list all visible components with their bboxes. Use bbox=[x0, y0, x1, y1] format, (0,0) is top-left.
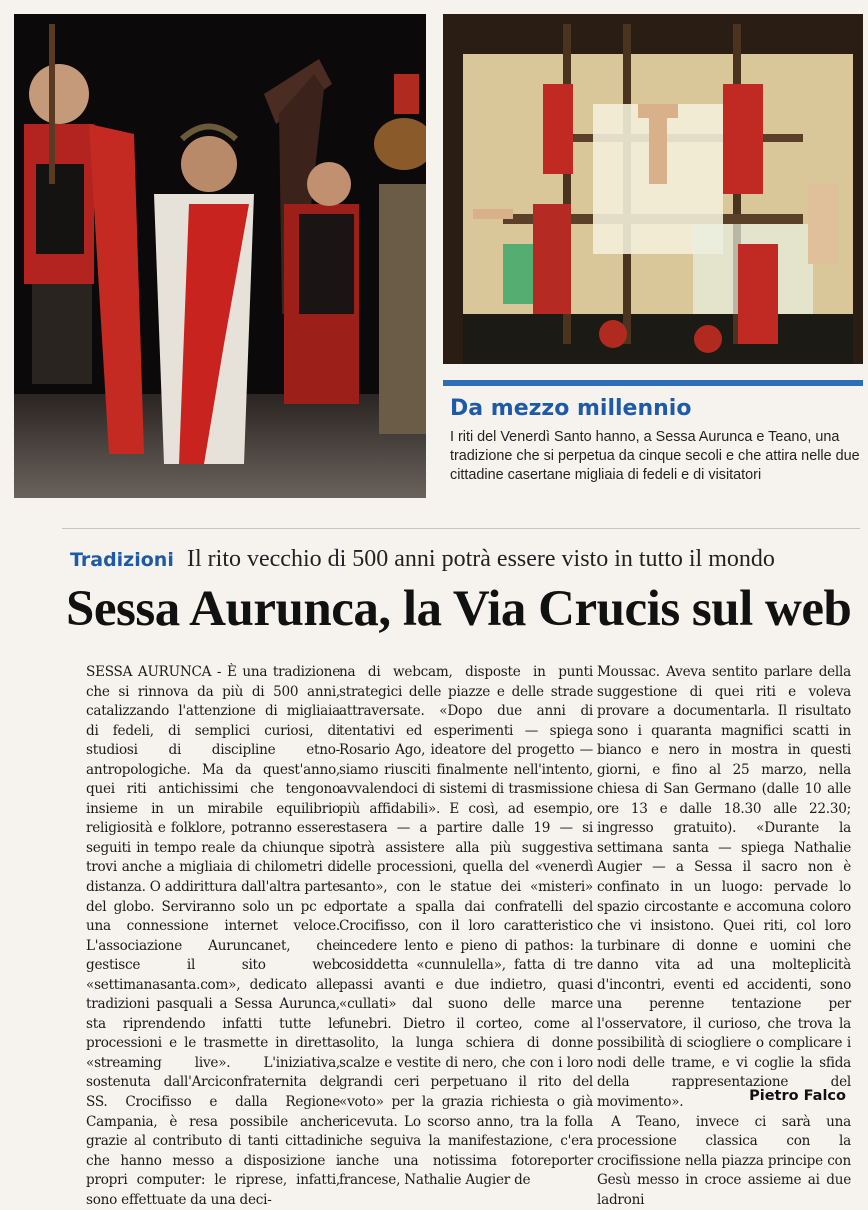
article-paragraph: SESSA AURUNCA - È una tradizione che si rinnova da più di 500 anni, catalizzando l'attenzione di migliaia di fedeli, di semplici curiosi, di studiosi di discipline etno-antropologiche. Ma da quest'anno, quei riti antichissimi che tengono insieme in un mirabile equilibrio religiosità e folklore, potranno essere seguiti in tempo reale da chiunque si trovi anche a migliaia di chilometri di distanza. O addirittura dall'altra parte del globo. Serviranno solo un pc ed una connessione internet veloce. L'associazione Auruncanet, che gestisce il sito web «settimanasanta.com», dedicato alle tradizioni pasquali a Sessa Aurunca, sta riprendendo infatti tutte le processioni e le trasmette in diretta «streaming live». L'iniziativa, sostenuta dall'Arciconfraternita del SS. Crocifisso e dalla Regione Campania, è resa possibile anche grazie al contributo di tanti cittadini che hanno messo a disposizione i propri computer: le riprese, infatti, sono effettuate da una deci- bbox=[86, 664, 340, 1208]
kicker-line bbox=[70, 546, 860, 573]
section-tag: Tradizioni bbox=[70, 549, 174, 571]
section-divider bbox=[62, 528, 860, 529]
byline: Pietro Falco bbox=[749, 1088, 846, 1104]
caption-text: I riti del Venerdì Santo hanno, a Sessa Aurunca e Teano, una tradizione che si perpetua da cinque secoli e che attira nelle due cittadine casertane migliaia di fedeli e di visitatori bbox=[450, 429, 860, 483]
article-paragraph: na di webcam, disposte in punti strategici delle piazze e delle strade attraversate. «Dopo due anni di tentativi ed esperimenti — spiega Rosario Ago, ideatore del progetto — siamo riusciti finalmente nell'intento, avvalendoci di sistemi di trasmissione più affidabili». E così, ad esempio, stasera — a partire dalle 19 — si potrà assistere alla più suggestiva delle processioni, quella del «venerdì santo», con le statue dei «misteri» portate a spalla dai confratelli del Crocifisso, con il loro caratteristico incedere lento e pieno di pathos: la cosiddetta «cunnulella», fatta di tre passi avanti e due indietro, quasi «cullati» dal suono delle marce funebri. Dietro il corteo, come al solito, la lunga schiera di donne scalze e vestite di nero, che con i loro grandi ceri perpetuano il rito del «voto» per la grazia richiesta o già ricevuta. Lo scorso anno, tra la folla che seguiva la manifestazione, c'era anche una notissima fotoreporter francese, Nathalie Augier de bbox=[339, 664, 593, 1189]
article-column-2 bbox=[339, 663, 593, 1191]
article-paragraph: Moussac. Aveva sentito parlare della suggestione di quei riti e voleva provare a documentarla. Il risultato sono i quaranta magnifici scatti in bianco e nero in mostra in questi giorni, e fino al 25 marzo, nella chiesa di San Germano (dalle 10 alle ore 13 e dalle 18.30 alle 22.30; ingresso gratuito). «Durante la settimana santa — spiega Nathalie Augier — a Sessa il sacro non è confinato in un luogo: pervade lo spazio circostante e accomuna coloro che vi insistono. Quei riti, col loro turbinare di donne e uomini che danno vita ad una molteplicità d'incontri, eventi ed accidenti, sono una perenne tentazione per l'osservatore, il curioso, che trova la possibilità di sciogliere o complicare i nodi delle trame, e vi coglie la sfida della rappresentazione del movimento». bbox=[597, 664, 851, 1111]
crucifixion-illustration bbox=[443, 14, 863, 364]
caption-accent-bar bbox=[443, 380, 863, 386]
article-column-1 bbox=[86, 663, 340, 1210]
article-paragraph: A Teano, invece ci sarà una processione classica con la crocifissione nella piazza principe con Gesù messo in croce assieme ai due ladroni bbox=[597, 1113, 851, 1208]
photo-via-crucis-procession bbox=[14, 14, 426, 498]
procession-illustration bbox=[14, 14, 426, 498]
subheadline: Il rito vecchio di 500 anni potrà essere visto in tutto il mondo bbox=[187, 546, 775, 572]
photo-crucifixion-scene bbox=[443, 14, 863, 364]
article-column-3 bbox=[597, 663, 851, 1210]
caption-title: Da mezzo millennio bbox=[450, 396, 692, 421]
headline: Sessa Aurunca, la Via Crucis sul web bbox=[66, 581, 852, 637]
